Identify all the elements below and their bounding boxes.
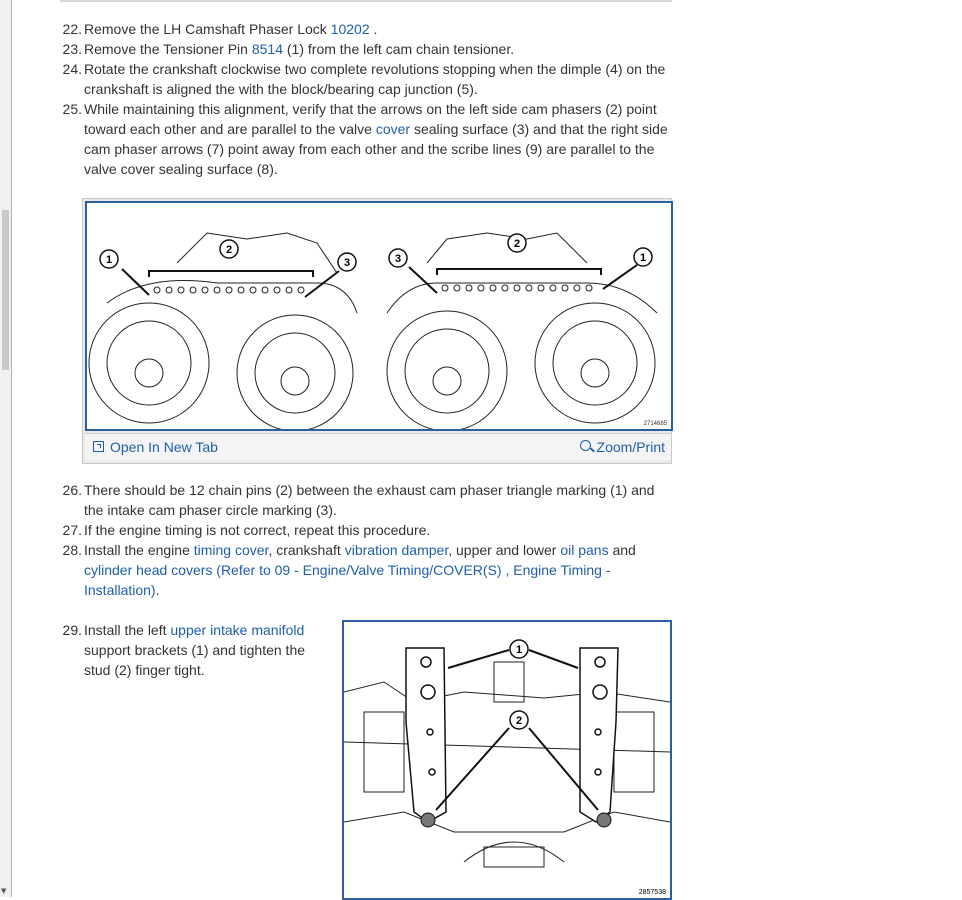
zoom-print-label: Zoom/Print <box>596 439 665 455</box>
step-text-fragment: Remove the LH Camshaft Phaser Lock <box>84 21 331 37</box>
top-divider <box>60 0 672 2</box>
open-in-new-tab-link[interactable] <box>93 439 218 455</box>
reference-link[interactable]: upper intake manifold <box>170 622 305 638</box>
step-text-fragment: , crankshaft <box>268 542 345 558</box>
callout-left-1: 1 <box>105 254 113 266</box>
step-text-fragment: If the engine timing is not correct, repeat this procedure. <box>84 522 431 538</box>
reference-link[interactable]: cover <box>375 121 411 137</box>
step-number: 26. <box>62 482 82 498</box>
callout-right-2: 2 <box>513 238 521 250</box>
step-text-fragment: There should be 12 chain pins (2) between the exhaust cam phaser triangle marking (1) and the intake cam phaser circle marking (3). <box>84 482 655 518</box>
step-text-fragment: . <box>369 21 378 37</box>
reference-link[interactable]: oil pans <box>560 542 609 558</box>
step-text-fragment: (1) from the left cam chain tensioner. <box>283 41 515 57</box>
intake-bracket-illustration[interactable] <box>342 620 672 900</box>
callout-right-3: 3 <box>394 253 402 265</box>
scroll-down-arrow-icon[interactable]: ▼ <box>1 887 7 895</box>
step-text-fragment: support brackets (1) and tighten the stud (2) finger tight. <box>84 642 306 678</box>
zoom-icon <box>580 440 591 451</box>
step-text-fragment: Remove the Tensioner Pin <box>84 41 252 57</box>
open-in-new-tab-label: Open In New Tab <box>110 439 218 455</box>
bracket-callout-2: 2 <box>515 715 523 727</box>
step-text-fragment: and <box>608 542 636 558</box>
callout-left-2: 2 <box>225 244 233 256</box>
step-number: 23. <box>62 41 82 57</box>
step-number: 25. <box>62 101 82 117</box>
reference-link[interactable]: 8514 <box>251 41 283 57</box>
intake-bracket-drawing <box>344 622 670 898</box>
step-text-fragment: While maintaining this alignment, verify that the arrows on the left side cam phasers (2) point toward each other and are parallel to the valve <box>84 101 657 137</box>
step-text-fragment: Install the left <box>84 622 171 638</box>
page-scrollbar[interactable] <box>0 0 12 897</box>
reference-link[interactable]: cylinder head covers (Refer to 09 - Engine/Valve Timing/COVER(S) , Engine Timing - Installation) <box>84 562 611 598</box>
step-text <box>84 59 674 99</box>
step-number: 28. <box>62 542 82 558</box>
zoom-print-link[interactable] <box>580 439 665 455</box>
step-text-fragment: . <box>155 582 160 598</box>
step-text <box>84 620 314 680</box>
procedure-content <box>60 0 672 897</box>
reference-link[interactable]: 10202 <box>330 21 370 37</box>
reference-link[interactable]: vibration damper <box>344 542 449 558</box>
step-text-fragment: , upper and lower <box>448 542 561 558</box>
scrollbar-thumb[interactable] <box>2 210 9 370</box>
open-new-tab-icon <box>93 441 104 452</box>
figure2-code: 2857538 <box>638 889 666 896</box>
step-text <box>84 39 674 59</box>
step-number: 29. <box>62 622 82 638</box>
step-text <box>84 520 674 540</box>
cam-phaser-figure <box>82 198 672 464</box>
callout-right-1: 1 <box>639 252 647 264</box>
cam-phaser-illustration[interactable] <box>85 201 673 431</box>
cam-phaser-drawing <box>87 203 671 429</box>
step-text-fragment: Rotate the crankshaft clockwise two complete revolutions stopping when the dimple (4) on the crankshaft is aligned the with the block/bearing cap junction (5). <box>84 61 666 97</box>
reference-link[interactable]: timing cover <box>193 542 269 558</box>
step-text <box>84 540 674 600</box>
step-text-fragment: Install the engine <box>84 542 194 558</box>
callout-left-3: 3 <box>343 257 351 269</box>
step-number: 22. <box>62 21 82 37</box>
step-text <box>84 19 674 39</box>
figure-code: 2714685 <box>643 421 667 427</box>
step-text-fragment: sealing surface (3) and that the right side cam phaser arrows (7) point away from each other and the scribe lines (9) are parallel to the valve cover sealing surface (8). <box>84 121 668 177</box>
figure-toolbar <box>85 433 671 460</box>
step-text <box>84 99 674 179</box>
step-number: 27. <box>62 522 82 538</box>
step-text <box>84 480 674 520</box>
bracket-callout-1: 1 <box>515 644 523 656</box>
step-number: 24. <box>62 61 82 77</box>
